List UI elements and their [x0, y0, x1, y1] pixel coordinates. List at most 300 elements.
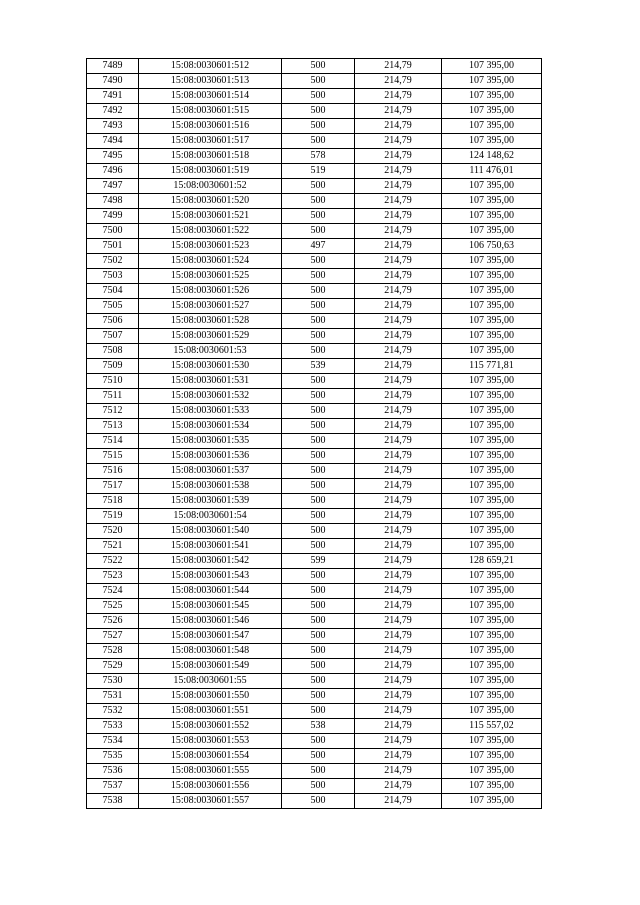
value-cell: 107 395,00 [442, 59, 542, 74]
area-cell: 500 [282, 734, 355, 749]
area-cell: 500 [282, 179, 355, 194]
row-number-cell: 7535 [87, 749, 139, 764]
value-cell: 107 395,00 [442, 299, 542, 314]
value-cell: 107 395,00 [442, 779, 542, 794]
area-cell: 500 [282, 59, 355, 74]
rate-cell: 214,79 [355, 104, 442, 119]
row-number-cell: 7528 [87, 644, 139, 659]
area-cell: 500 [282, 704, 355, 719]
table-row [87, 779, 542, 794]
value-cell: 107 395,00 [442, 794, 542, 809]
rate-cell: 214,79 [355, 749, 442, 764]
area-cell: 500 [282, 434, 355, 449]
value-cell: 107 395,00 [442, 374, 542, 389]
area-cell: 500 [282, 254, 355, 269]
cadastral-number-cell: 15:08:0030601:548 [139, 644, 282, 659]
rate-cell: 214,79 [355, 494, 442, 509]
row-number-cell: 7516 [87, 464, 139, 479]
table-row [87, 749, 542, 764]
cadastral-number-cell: 15:08:0030601:53 [139, 344, 282, 359]
cadastral-number-cell: 15:08:0030601:520 [139, 194, 282, 209]
table-row [87, 164, 542, 179]
rate-cell: 214,79 [355, 509, 442, 524]
parcel-table-body [87, 59, 542, 809]
area-cell: 500 [282, 74, 355, 89]
table-row [87, 134, 542, 149]
cadastral-number-cell: 15:08:0030601:519 [139, 164, 282, 179]
value-cell: 107 395,00 [442, 104, 542, 119]
cadastral-number-cell: 15:08:0030601:551 [139, 704, 282, 719]
rate-cell: 214,79 [355, 674, 442, 689]
value-cell: 107 395,00 [442, 224, 542, 239]
area-cell: 500 [282, 449, 355, 464]
row-number-cell: 7524 [87, 584, 139, 599]
row-number-cell: 7508 [87, 344, 139, 359]
area-cell: 500 [282, 104, 355, 119]
value-cell: 107 395,00 [442, 494, 542, 509]
rate-cell: 214,79 [355, 659, 442, 674]
area-cell: 500 [282, 524, 355, 539]
row-number-cell: 7515 [87, 449, 139, 464]
area-cell: 519 [282, 164, 355, 179]
row-number-cell: 7521 [87, 539, 139, 554]
value-cell: 107 395,00 [442, 674, 542, 689]
area-cell: 500 [282, 389, 355, 404]
rate-cell: 214,79 [355, 629, 442, 644]
rate-cell: 214,79 [355, 704, 442, 719]
row-number-cell: 7501 [87, 239, 139, 254]
area-cell: 500 [282, 299, 355, 314]
rate-cell: 214,79 [355, 254, 442, 269]
table-row [87, 74, 542, 89]
area-cell: 500 [282, 374, 355, 389]
table-row [87, 629, 542, 644]
value-cell: 107 395,00 [442, 614, 542, 629]
cadastral-number-cell: 15:08:0030601:555 [139, 764, 282, 779]
value-cell: 107 395,00 [442, 449, 542, 464]
cadastral-number-cell: 15:08:0030601:538 [139, 479, 282, 494]
table-row [87, 329, 542, 344]
table-row [87, 569, 542, 584]
row-number-cell: 7520 [87, 524, 139, 539]
rate-cell: 214,79 [355, 614, 442, 629]
table-row [87, 734, 542, 749]
table-row [87, 659, 542, 674]
area-cell: 500 [282, 794, 355, 809]
area-cell: 578 [282, 149, 355, 164]
table-row [87, 494, 542, 509]
cadastral-number-cell: 15:08:0030601:522 [139, 224, 282, 239]
area-cell: 500 [282, 119, 355, 134]
value-cell: 107 395,00 [442, 344, 542, 359]
value-cell: 107 395,00 [442, 689, 542, 704]
area-cell: 539 [282, 359, 355, 374]
row-number-cell: 7522 [87, 554, 139, 569]
table-row [87, 449, 542, 464]
row-number-cell: 7527 [87, 629, 139, 644]
area-cell: 500 [282, 644, 355, 659]
table-row [87, 464, 542, 479]
table-row [87, 194, 542, 209]
area-cell: 500 [282, 419, 355, 434]
table-row [87, 509, 542, 524]
table-row [87, 539, 542, 554]
rate-cell: 214,79 [355, 449, 442, 464]
cadastral-number-cell: 15:08:0030601:536 [139, 449, 282, 464]
table-row [87, 584, 542, 599]
rate-cell: 214,79 [355, 224, 442, 239]
rate-cell: 214,79 [355, 314, 442, 329]
value-cell: 128 659,21 [442, 554, 542, 569]
area-cell: 500 [282, 569, 355, 584]
row-number-cell: 7525 [87, 599, 139, 614]
table-row [87, 719, 542, 734]
rate-cell: 214,79 [355, 554, 442, 569]
value-cell: 107 395,00 [442, 74, 542, 89]
rate-cell: 214,79 [355, 404, 442, 419]
value-cell: 107 395,00 [442, 434, 542, 449]
table-row [87, 434, 542, 449]
area-cell: 500 [282, 599, 355, 614]
table-row [87, 479, 542, 494]
value-cell: 111 476,01 [442, 164, 542, 179]
row-number-cell: 7489 [87, 59, 139, 74]
value-cell: 107 395,00 [442, 389, 542, 404]
cadastral-number-cell: 15:08:0030601:540 [139, 524, 282, 539]
row-number-cell: 7517 [87, 479, 139, 494]
rate-cell: 214,79 [355, 194, 442, 209]
row-number-cell: 7538 [87, 794, 139, 809]
row-number-cell: 7510 [87, 374, 139, 389]
cadastral-number-cell: 15:08:0030601:539 [139, 494, 282, 509]
value-cell: 107 395,00 [442, 749, 542, 764]
rate-cell: 214,79 [355, 719, 442, 734]
row-number-cell: 7509 [87, 359, 139, 374]
cadastral-number-cell: 15:08:0030601:523 [139, 239, 282, 254]
area-cell: 500 [282, 464, 355, 479]
value-cell: 115 557,02 [442, 719, 542, 734]
row-number-cell: 7512 [87, 404, 139, 419]
value-cell: 107 395,00 [442, 659, 542, 674]
area-cell: 500 [282, 539, 355, 554]
cadastral-number-cell: 15:08:0030601:546 [139, 614, 282, 629]
value-cell: 107 395,00 [442, 119, 542, 134]
value-cell: 107 395,00 [442, 254, 542, 269]
value-cell: 107 395,00 [442, 89, 542, 104]
rate-cell: 214,79 [355, 779, 442, 794]
value-cell: 107 395,00 [442, 734, 542, 749]
rate-cell: 214,79 [355, 479, 442, 494]
value-cell: 107 395,00 [442, 629, 542, 644]
cadastral-number-cell: 15:08:0030601:514 [139, 89, 282, 104]
rate-cell: 214,79 [355, 239, 442, 254]
rate-cell: 214,79 [355, 359, 442, 374]
row-number-cell: 7505 [87, 299, 139, 314]
cadastral-number-cell: 15:08:0030601:543 [139, 569, 282, 584]
cadastral-number-cell: 15:08:0030601:530 [139, 359, 282, 374]
rate-cell: 214,79 [355, 689, 442, 704]
table-row [87, 299, 542, 314]
table-row [87, 524, 542, 539]
area-cell: 500 [282, 614, 355, 629]
area-cell: 599 [282, 554, 355, 569]
row-number-cell: 7526 [87, 614, 139, 629]
rate-cell: 214,79 [355, 209, 442, 224]
area-cell: 500 [282, 779, 355, 794]
rate-cell: 214,79 [355, 524, 442, 539]
table-row [87, 119, 542, 134]
value-cell: 107 395,00 [442, 329, 542, 344]
row-number-cell: 7492 [87, 104, 139, 119]
cadastral-number-cell: 15:08:0030601:547 [139, 629, 282, 644]
row-number-cell: 7513 [87, 419, 139, 434]
value-cell: 107 395,00 [442, 194, 542, 209]
row-number-cell: 7518 [87, 494, 139, 509]
area-cell: 500 [282, 134, 355, 149]
value-cell: 107 395,00 [442, 539, 542, 554]
value-cell: 107 395,00 [442, 464, 542, 479]
area-cell: 500 [282, 344, 355, 359]
area-cell: 500 [282, 329, 355, 344]
rate-cell: 214,79 [355, 434, 442, 449]
table-row [87, 674, 542, 689]
cadastral-number-cell: 15:08:0030601:525 [139, 269, 282, 284]
cadastral-number-cell: 15:08:0030601:512 [139, 59, 282, 74]
cadastral-number-cell: 15:08:0030601:537 [139, 464, 282, 479]
table-row [87, 89, 542, 104]
cadastral-number-cell: 15:08:0030601:532 [139, 389, 282, 404]
table-row [87, 359, 542, 374]
cadastral-number-cell: 15:08:0030601:518 [139, 149, 282, 164]
row-number-cell: 7490 [87, 74, 139, 89]
area-cell: 500 [282, 749, 355, 764]
table-row [87, 794, 542, 809]
cadastral-number-cell: 15:08:0030601:528 [139, 314, 282, 329]
row-number-cell: 7497 [87, 179, 139, 194]
table-row [87, 404, 542, 419]
area-cell: 538 [282, 719, 355, 734]
table-row [87, 104, 542, 119]
value-cell: 107 395,00 [442, 569, 542, 584]
area-cell: 500 [282, 284, 355, 299]
rate-cell: 214,79 [355, 179, 442, 194]
row-number-cell: 7493 [87, 119, 139, 134]
rate-cell: 214,79 [355, 59, 442, 74]
value-cell: 107 395,00 [442, 644, 542, 659]
value-cell: 107 395,00 [442, 179, 542, 194]
area-cell: 500 [282, 269, 355, 284]
row-number-cell: 7511 [87, 389, 139, 404]
table-row [87, 554, 542, 569]
table-row [87, 209, 542, 224]
row-number-cell: 7506 [87, 314, 139, 329]
row-number-cell: 7531 [87, 689, 139, 704]
table-row [87, 764, 542, 779]
row-number-cell: 7495 [87, 149, 139, 164]
rate-cell: 214,79 [355, 419, 442, 434]
rate-cell: 214,79 [355, 599, 442, 614]
row-number-cell: 7504 [87, 284, 139, 299]
area-cell: 500 [282, 674, 355, 689]
cadastral-number-cell: 15:08:0030601:549 [139, 659, 282, 674]
table-row [87, 224, 542, 239]
value-cell: 107 395,00 [442, 524, 542, 539]
value-cell: 107 395,00 [442, 479, 542, 494]
rate-cell: 214,79 [355, 164, 442, 179]
rate-cell: 214,79 [355, 74, 442, 89]
table-row [87, 689, 542, 704]
area-cell: 500 [282, 404, 355, 419]
cadastral-number-cell: 15:08:0030601:513 [139, 74, 282, 89]
value-cell: 107 395,00 [442, 134, 542, 149]
table-row [87, 344, 542, 359]
row-number-cell: 7491 [87, 89, 139, 104]
cadastral-number-cell: 15:08:0030601:544 [139, 584, 282, 599]
rate-cell: 214,79 [355, 269, 442, 284]
value-cell: 107 395,00 [442, 509, 542, 524]
row-number-cell: 7534 [87, 734, 139, 749]
rate-cell: 214,79 [355, 644, 442, 659]
rate-cell: 214,79 [355, 149, 442, 164]
value-cell: 115 771,81 [442, 359, 542, 374]
rate-cell: 214,79 [355, 374, 442, 389]
rate-cell: 214,79 [355, 119, 442, 134]
rate-cell: 214,79 [355, 794, 442, 809]
table-row [87, 419, 542, 434]
parcel-table [86, 58, 542, 809]
table-row [87, 704, 542, 719]
table-row [87, 614, 542, 629]
row-number-cell: 7503 [87, 269, 139, 284]
rate-cell: 214,79 [355, 584, 442, 599]
value-cell: 107 395,00 [442, 599, 542, 614]
rate-cell: 214,79 [355, 539, 442, 554]
value-cell: 107 395,00 [442, 704, 542, 719]
area-cell: 500 [282, 224, 355, 239]
row-number-cell: 7536 [87, 764, 139, 779]
area-cell: 500 [282, 659, 355, 674]
cadastral-number-cell: 15:08:0030601:531 [139, 374, 282, 389]
cadastral-number-cell: 15:08:0030601:541 [139, 539, 282, 554]
cadastral-number-cell: 15:08:0030601:552 [139, 719, 282, 734]
cadastral-number-cell: 15:08:0030601:533 [139, 404, 282, 419]
cadastral-number-cell: 15:08:0030601:517 [139, 134, 282, 149]
table-row [87, 269, 542, 284]
row-number-cell: 7499 [87, 209, 139, 224]
area-cell: 500 [282, 764, 355, 779]
row-number-cell: 7507 [87, 329, 139, 344]
value-cell: 106 750,63 [442, 239, 542, 254]
area-cell: 497 [282, 239, 355, 254]
value-cell: 107 395,00 [442, 209, 542, 224]
value-cell: 107 395,00 [442, 314, 542, 329]
cadastral-number-cell: 15:08:0030601:54 [139, 509, 282, 524]
cadastral-number-cell: 15:08:0030601:550 [139, 689, 282, 704]
rate-cell: 214,79 [355, 329, 442, 344]
rate-cell: 214,79 [355, 284, 442, 299]
cadastral-number-cell: 15:08:0030601:516 [139, 119, 282, 134]
table-row [87, 284, 542, 299]
cadastral-number-cell: 15:08:0030601:542 [139, 554, 282, 569]
table-row [87, 314, 542, 329]
cadastral-number-cell: 15:08:0030601:545 [139, 599, 282, 614]
rate-cell: 214,79 [355, 344, 442, 359]
row-number-cell: 7533 [87, 719, 139, 734]
cadastral-number-cell: 15:08:0030601:52 [139, 179, 282, 194]
table-row [87, 239, 542, 254]
value-cell: 107 395,00 [442, 419, 542, 434]
rate-cell: 214,79 [355, 89, 442, 104]
area-cell: 500 [282, 194, 355, 209]
row-number-cell: 7532 [87, 704, 139, 719]
table-row [87, 644, 542, 659]
rate-cell: 214,79 [355, 299, 442, 314]
table-row [87, 599, 542, 614]
rate-cell: 214,79 [355, 464, 442, 479]
row-number-cell: 7500 [87, 224, 139, 239]
cadastral-number-cell: 15:08:0030601:515 [139, 104, 282, 119]
row-number-cell: 7494 [87, 134, 139, 149]
table-row [87, 254, 542, 269]
value-cell: 107 395,00 [442, 284, 542, 299]
value-cell: 107 395,00 [442, 404, 542, 419]
rate-cell: 214,79 [355, 734, 442, 749]
rate-cell: 214,79 [355, 764, 442, 779]
value-cell: 107 395,00 [442, 269, 542, 284]
rate-cell: 214,79 [355, 569, 442, 584]
rate-cell: 214,79 [355, 134, 442, 149]
table-row [87, 389, 542, 404]
rate-cell: 214,79 [355, 389, 442, 404]
row-number-cell: 7529 [87, 659, 139, 674]
table-row [87, 179, 542, 194]
area-cell: 500 [282, 509, 355, 524]
area-cell: 500 [282, 629, 355, 644]
cadastral-number-cell: 15:08:0030601:526 [139, 284, 282, 299]
area-cell: 500 [282, 494, 355, 509]
value-cell: 107 395,00 [442, 584, 542, 599]
row-number-cell: 7514 [87, 434, 139, 449]
row-number-cell: 7530 [87, 674, 139, 689]
cadastral-number-cell: 15:08:0030601:535 [139, 434, 282, 449]
cadastral-number-cell: 15:08:0030601:527 [139, 299, 282, 314]
cadastral-number-cell: 15:08:0030601:553 [139, 734, 282, 749]
cadastral-number-cell: 15:08:0030601:524 [139, 254, 282, 269]
cadastral-number-cell: 15:08:0030601:554 [139, 749, 282, 764]
row-number-cell: 7537 [87, 779, 139, 794]
row-number-cell: 7502 [87, 254, 139, 269]
row-number-cell: 7496 [87, 164, 139, 179]
area-cell: 500 [282, 314, 355, 329]
area-cell: 500 [282, 584, 355, 599]
cadastral-number-cell: 15:08:0030601:534 [139, 419, 282, 434]
row-number-cell: 7498 [87, 194, 139, 209]
area-cell: 500 [282, 89, 355, 104]
table-row [87, 374, 542, 389]
row-number-cell: 7523 [87, 569, 139, 584]
table-row [87, 59, 542, 74]
cadastral-number-cell: 15:08:0030601:557 [139, 794, 282, 809]
value-cell: 124 148,62 [442, 149, 542, 164]
cadastral-number-cell: 15:08:0030601:55 [139, 674, 282, 689]
area-cell: 500 [282, 209, 355, 224]
area-cell: 500 [282, 479, 355, 494]
cadastral-number-cell: 15:08:0030601:529 [139, 329, 282, 344]
value-cell: 107 395,00 [442, 764, 542, 779]
cadastral-number-cell: 15:08:0030601:521 [139, 209, 282, 224]
area-cell: 500 [282, 689, 355, 704]
table-row [87, 149, 542, 164]
